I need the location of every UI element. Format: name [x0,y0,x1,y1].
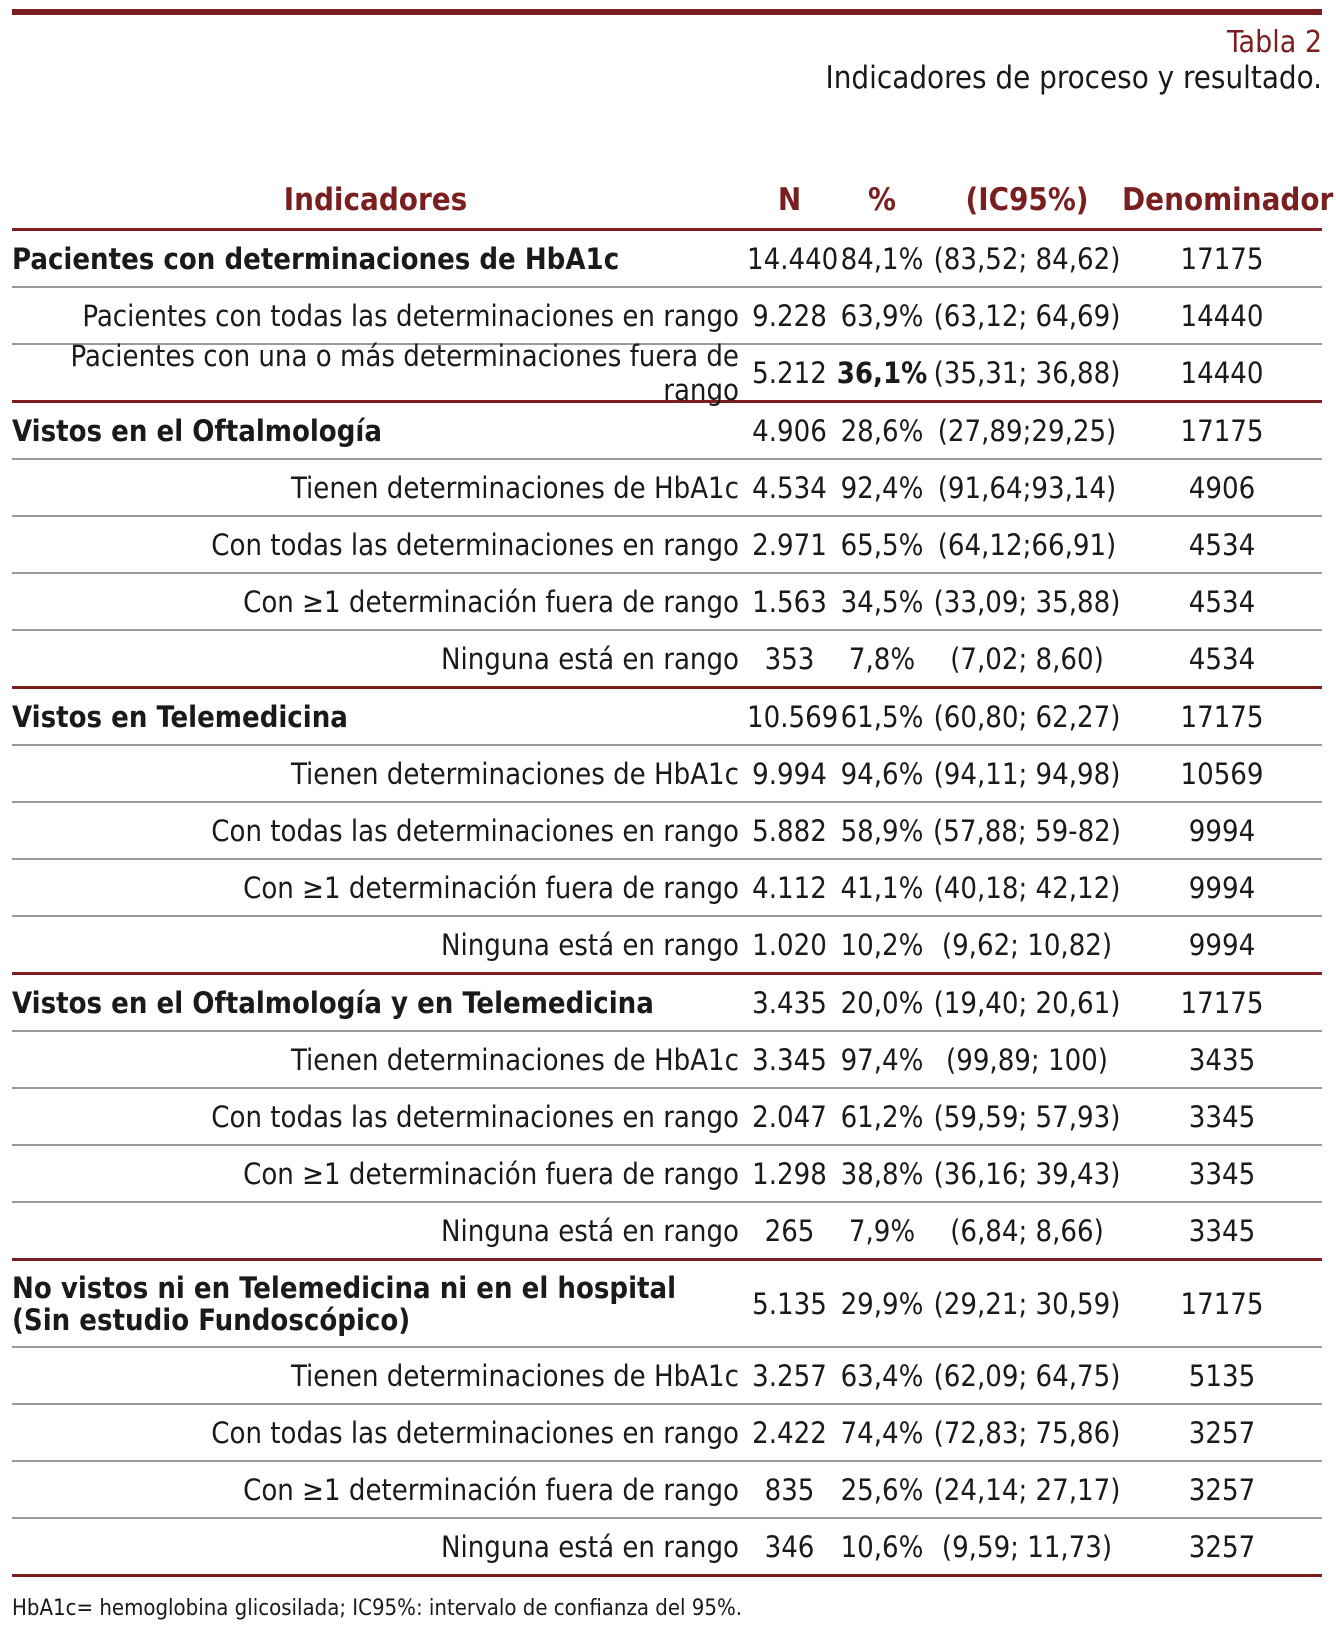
col-header-indicadores: Indicadores [283,182,468,218]
row-pct: 74,4% [840,1415,924,1450]
col-header-ic: (IC95%) [965,182,1089,218]
row-ic: (72,83; 75,86) [933,1415,1121,1450]
table-row-group [12,231,1322,288]
table-footnote: HbA1c= hemoglobina glicosilada; IC95%: intervalo de confianza del 95%. [12,1596,743,1621]
row-n: 1.020 [752,927,827,962]
row-den: 17175 [1180,1286,1264,1321]
table-caption [826,26,1322,96]
row-label: Con todas las determinaciones en rango [211,527,739,562]
row-den: 3257 [1188,1529,1256,1564]
row-pct: 61,5% [840,699,924,734]
row-den: 14440 [1180,355,1264,390]
row-n: 4.906 [752,413,827,448]
table-row [12,803,1322,860]
table-row-group [12,975,1322,1032]
table-row [12,1089,1322,1146]
row-ic: (9,59; 11,73) [941,1529,1113,1564]
table-row [12,1348,1322,1405]
row-label: Tienen determinaciones de HbA1c [291,1042,739,1077]
row-label: Con ≥1 determinación fuera de rango [243,584,739,619]
row-n: 5.212 [752,355,827,390]
table-row [12,288,1322,345]
row-label [12,1272,747,1336]
row-label: Vistos en Telemedicina [12,699,348,734]
row-den: 3435 [1188,1042,1256,1077]
row-ic: (40,18; 42,12) [933,870,1121,905]
row-pct: 94,6% [840,756,924,791]
table-row [12,746,1322,803]
table-row [12,1146,1322,1203]
row-n: 14.440 [747,241,839,276]
row-den: 4534 [1188,527,1256,562]
row-pct: 28,6% [840,413,924,448]
row-pct: 20,0% [840,985,924,1020]
row-n: 5.882 [752,813,827,848]
row-ic: (64,12;66,91) [937,527,1117,562]
row-pct: 84,1% [840,241,924,276]
table-row [12,338,1322,407]
row-ic: (7,02; 8,60) [950,641,1104,676]
row-ic: (9,62; 10,82) [941,927,1113,962]
table-row [12,860,1322,917]
row-n: 9.228 [752,298,827,333]
row-n: 1.563 [752,584,827,619]
row-label: Tienen determinaciones de HbA1c [291,470,739,505]
row-pct: 97,4% [840,1042,924,1077]
row-ic: (62,09; 64,75) [933,1358,1121,1393]
row-n: 3.435 [752,985,827,1020]
row-ic: (36,16; 39,43) [933,1156,1121,1191]
table-number: Tabla 2 [1227,25,1322,60]
row-den: 4534 [1188,641,1256,676]
table-row-group [12,689,1322,746]
row-n: 353 [764,641,815,676]
row-label: Vistos en el Oftalmología y en Telemedicina [12,985,654,1020]
row-pct: 41,1% [840,870,924,905]
row-n: 3.257 [752,1358,827,1393]
row-pct-highlight: 36,1% [836,355,928,390]
row-ic: (57,88; 59-82) [933,813,1121,848]
row-pct: 10,6% [840,1529,924,1564]
row-n: 1.298 [752,1156,827,1191]
row-n: 2.047 [752,1099,827,1134]
row-n: 9.994 [752,756,827,791]
row-pct: 10,2% [840,927,924,962]
row-n: 3.345 [752,1042,827,1077]
row-n: 10.569 [747,699,839,734]
row-pct: 25,6% [840,1472,924,1507]
table-row-group [12,1261,1322,1348]
row-label: Con ≥1 determinación fuera de rango [243,870,739,905]
col-header-n: N [777,182,802,218]
row-n: 2.422 [752,1415,827,1450]
row-n: 346 [764,1529,815,1564]
row-ic: (99,89; 100) [946,1042,1108,1077]
row-den: 3345 [1188,1213,1256,1248]
row-label-line2: (Sin estudio Fundoscópico) [12,1302,411,1337]
table-title: Indicadores de proceso y resultado. [825,60,1322,96]
row-den: 14440 [1180,298,1264,333]
row-pct: 7,8% [848,641,916,676]
row-label: Ninguna está en rango [440,927,739,962]
row-pct: 63,4% [840,1358,924,1393]
row-pct: 38,8% [840,1156,924,1191]
row-label: Pacientes con una o más determinaciones fuera de rango [70,338,739,407]
row-pct: 7,9% [848,1213,916,1248]
row-n: 835 [764,1472,815,1507]
row-den: 17175 [1180,699,1264,734]
table-row [12,517,1322,574]
row-n: 5.135 [752,1286,827,1321]
row-label: Con todas las determinaciones en rango [211,1099,739,1134]
row-ic: (63,12; 64,69) [933,298,1121,333]
row-ic: (35,31; 36,88) [933,355,1121,390]
row-den: 17175 [1180,985,1264,1020]
row-den: 3257 [1188,1415,1256,1450]
row-n: 4.534 [752,470,827,505]
table-row [12,1462,1322,1519]
table-row [12,631,1322,689]
table-row [12,460,1322,517]
row-label: Pacientes con determinaciones de HbA1c [12,241,620,276]
table-header [12,172,1334,231]
row-pct: 61,2% [840,1099,924,1134]
row-pct: 29,9% [840,1286,924,1321]
row-pct: 65,5% [840,527,924,562]
row-den: 10569 [1180,756,1264,791]
row-label: Ninguna está en rango [440,1529,739,1564]
row-ic: (24,14; 27,17) [933,1472,1121,1507]
row-pct: 92,4% [840,470,924,505]
row-label: Ninguna está en rango [440,1213,739,1248]
row-ic: (83,52; 84,62) [933,241,1121,276]
row-den: 4534 [1188,584,1256,619]
table-row [12,1203,1322,1261]
row-ic: (59,59; 57,93) [933,1099,1121,1134]
row-pct: 63,9% [840,298,924,333]
row-den: 9994 [1188,813,1256,848]
row-den: 9994 [1188,927,1256,962]
table-row-group [12,403,1322,460]
row-label: Pacientes con todas las determinaciones en rango [82,298,739,333]
table-row [12,917,1322,975]
row-ic: (94,11; 94,98) [933,756,1121,791]
row-n: 4.112 [752,870,827,905]
row-ic: (91,64;93,14) [937,470,1117,505]
row-label: Tienen determinaciones de HbA1c [291,1358,739,1393]
table-row [12,574,1322,631]
row-den: 3345 [1188,1156,1256,1191]
row-pct: 34,5% [840,584,924,619]
row-n: 265 [764,1213,815,1248]
row-label: Con ≥1 determinación fuera de rango [243,1156,739,1191]
row-label-line1: No vistos ni en Telemedicina ni en el hospital [12,1270,677,1305]
row-ic: (6,84; 8,66) [950,1213,1104,1248]
top-rule [12,9,1322,15]
row-ic: (29,21; 30,59) [933,1286,1121,1321]
row-ic: (19,40; 20,61) [933,985,1121,1020]
row-pct: 58,9% [840,813,924,848]
col-header-denominador: Denominador [1122,182,1334,218]
table-row [12,1405,1322,1462]
row-label: Ninguna está en rango [440,641,739,676]
row-den: 4906 [1188,470,1256,505]
col-header-pct: % [868,182,896,218]
row-ic: (60,80; 62,27) [933,699,1121,734]
row-den: 17175 [1180,241,1264,276]
row-ic: (27,89;29,25) [937,413,1117,448]
row-label: Con todas las determinaciones en rango [211,813,739,848]
row-den: 9994 [1188,870,1256,905]
row-den: 3345 [1188,1099,1256,1134]
table-row [12,1032,1322,1089]
table-row [12,1519,1322,1577]
indicators-table [12,172,1334,1577]
row-label: Con todas las determinaciones en rango [211,1415,739,1450]
row-n: 2.971 [752,527,827,562]
row-den: 17175 [1180,413,1264,448]
row-label: Con ≥1 determinación fuera de rango [243,1472,739,1507]
row-label: Tienen determinaciones de HbA1c [291,756,739,791]
row-ic: (33,09; 35,88) [933,584,1121,619]
row-label: Vistos en el Oftalmología [12,413,382,448]
row-den: 5135 [1188,1358,1256,1393]
row-den: 3257 [1188,1472,1256,1507]
